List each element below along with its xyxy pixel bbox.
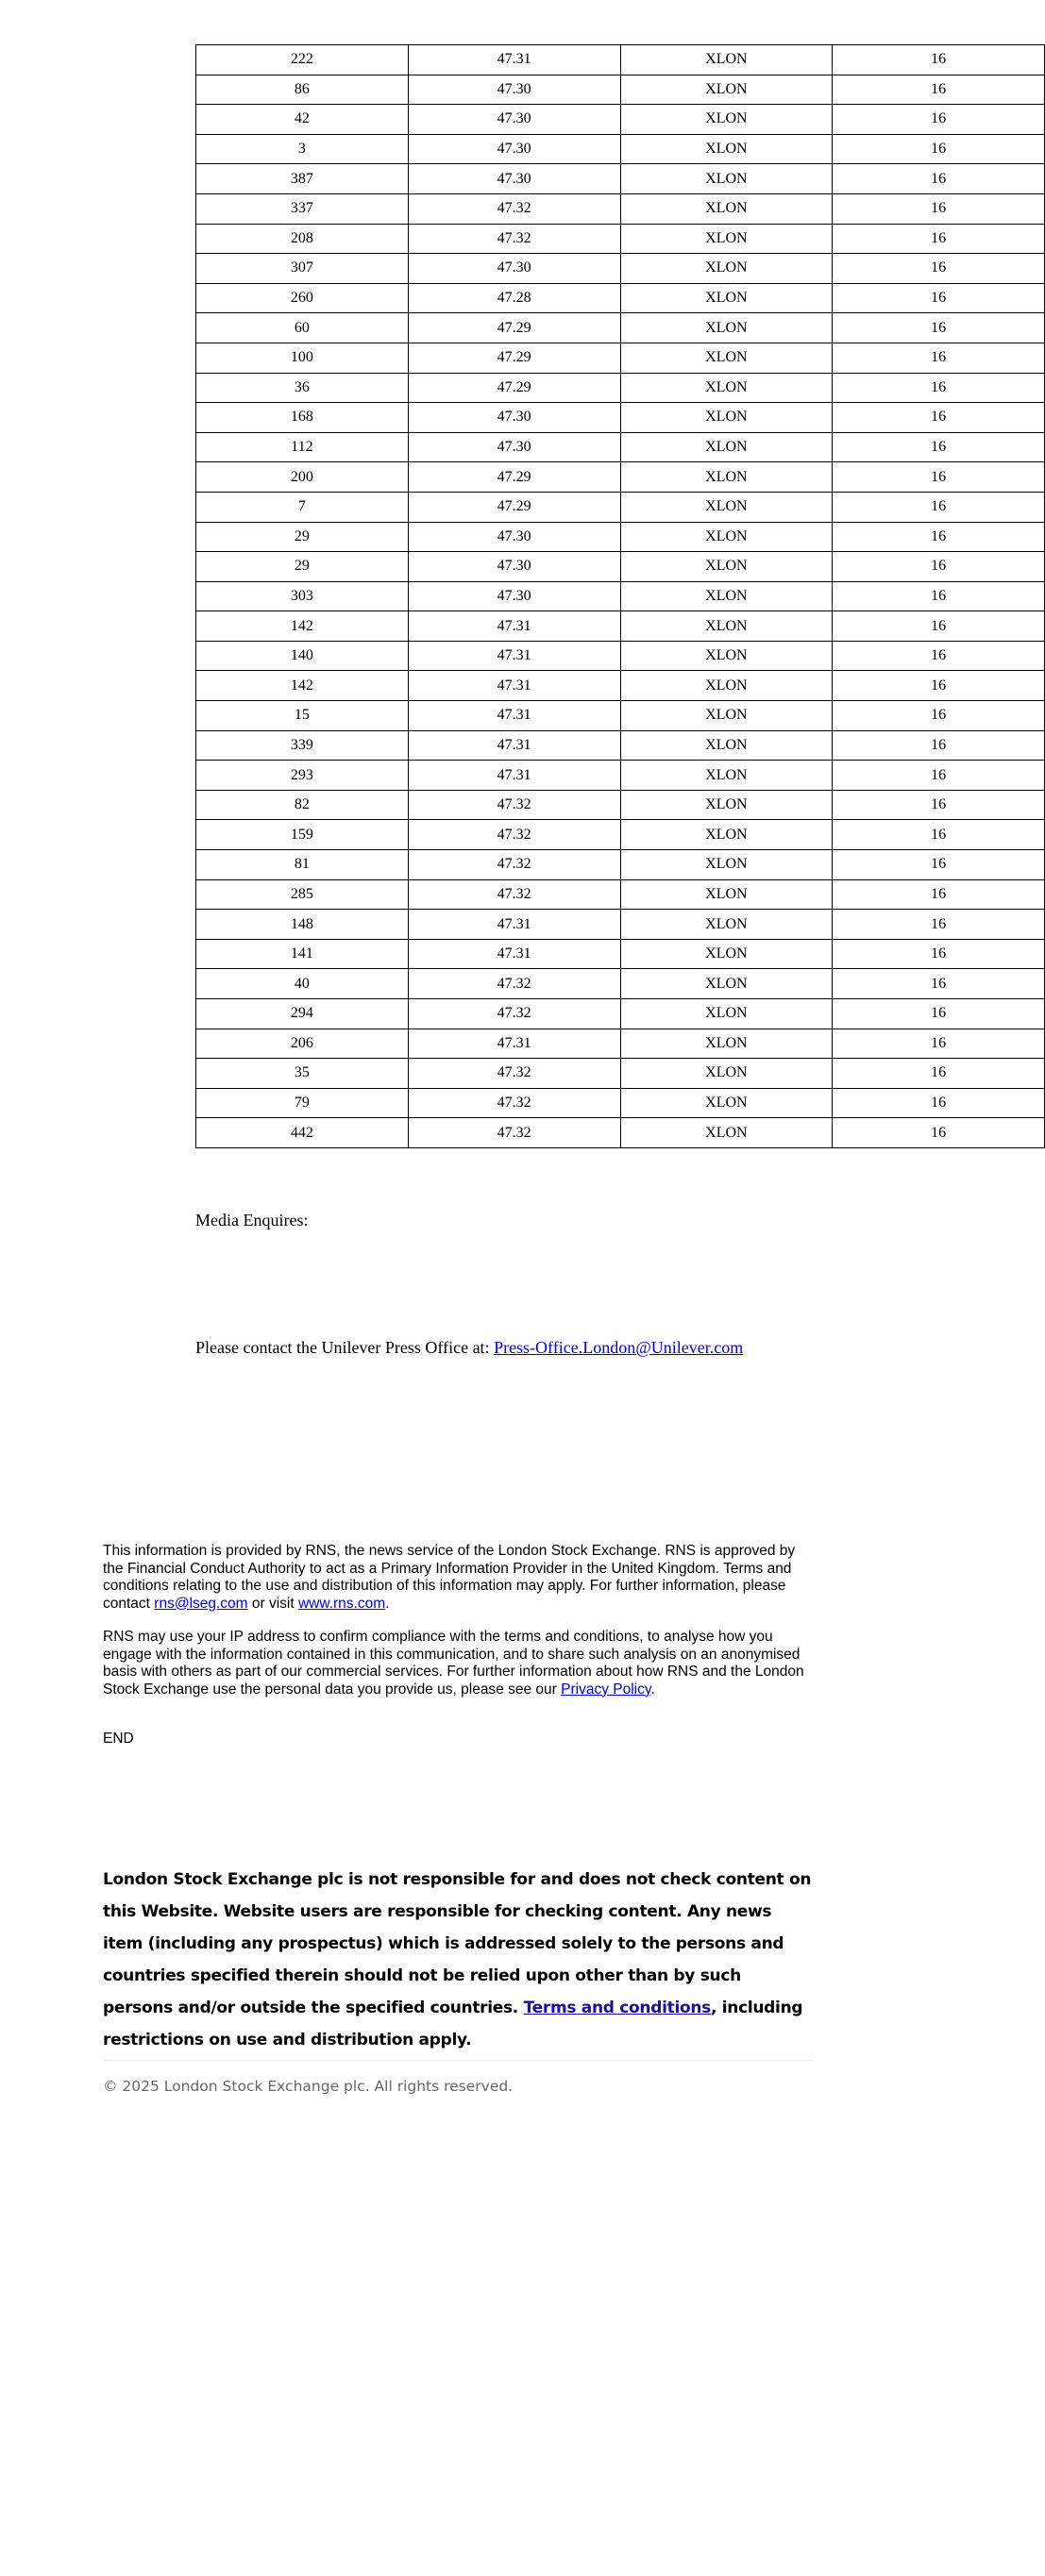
table-cell: 260 bbox=[196, 283, 409, 313]
table-cell: XLON bbox=[620, 999, 833, 1029]
table-cell: 47.31 bbox=[408, 1029, 620, 1059]
table-cell: 16 bbox=[833, 1059, 1045, 1089]
table-cell: 100 bbox=[196, 343, 409, 373]
footer-divider bbox=[103, 2060, 813, 2061]
table-cell: 16 bbox=[833, 1029, 1045, 1059]
table-cell: 47.31 bbox=[408, 701, 620, 731]
table-row bbox=[196, 462, 1045, 493]
table-row bbox=[196, 969, 1045, 999]
table-cell: 16 bbox=[833, 939, 1045, 969]
table-row bbox=[196, 999, 1045, 1029]
table-cell: 47.32 bbox=[408, 879, 620, 910]
table-cell: XLON bbox=[620, 134, 833, 164]
table-cell: XLON bbox=[620, 105, 833, 135]
table-cell: 47.30 bbox=[408, 75, 620, 105]
table-cell: 47.31 bbox=[408, 939, 620, 969]
table-cell: 16 bbox=[833, 75, 1045, 105]
table-row bbox=[196, 75, 1045, 105]
table-row bbox=[196, 761, 1045, 791]
table-row bbox=[196, 1029, 1045, 1059]
table-cell: 47.32 bbox=[408, 1088, 620, 1118]
table-cell: 16 bbox=[833, 910, 1045, 940]
table-cell: XLON bbox=[620, 1118, 833, 1148]
table-cell: 86 bbox=[196, 75, 409, 105]
table-cell: 16 bbox=[833, 581, 1045, 611]
table-cell: XLON bbox=[620, 193, 833, 224]
table-cell: 16 bbox=[833, 313, 1045, 343]
table-cell: 47.31 bbox=[408, 730, 620, 761]
table-cell: 16 bbox=[833, 343, 1045, 373]
table-cell: 47.32 bbox=[408, 193, 620, 224]
table-row bbox=[196, 611, 1045, 642]
table-row bbox=[196, 224, 1045, 254]
table-cell: 47.32 bbox=[408, 969, 620, 999]
table-cell: 47.31 bbox=[408, 671, 620, 701]
table-cell: 16 bbox=[833, 45, 1045, 75]
announcement-end: END bbox=[103, 1731, 134, 1747]
table-row bbox=[196, 254, 1045, 284]
table-row bbox=[196, 105, 1045, 135]
table-cell: 140 bbox=[196, 641, 409, 671]
table-cell: XLON bbox=[620, 969, 833, 999]
table-cell: 47.31 bbox=[408, 761, 620, 791]
table-cell: 337 bbox=[196, 193, 409, 224]
table-cell: XLON bbox=[620, 224, 833, 254]
press-contact-text: Please contact the Unilever Press Office at: bbox=[195, 1338, 495, 1357]
table-cell: 16 bbox=[833, 730, 1045, 761]
table-cell: 168 bbox=[196, 403, 409, 433]
table-cell: 16 bbox=[833, 193, 1045, 224]
table-cell: 16 bbox=[833, 999, 1045, 1029]
table-cell: XLON bbox=[620, 850, 833, 880]
table-cell: XLON bbox=[620, 75, 833, 105]
table-row bbox=[196, 671, 1045, 701]
rns-info-paragraph bbox=[103, 1543, 813, 1613]
table-cell: 222 bbox=[196, 45, 409, 75]
table-row bbox=[196, 820, 1045, 850]
table-cell: XLON bbox=[620, 730, 833, 761]
table-cell: 60 bbox=[196, 313, 409, 343]
table-cell: XLON bbox=[620, 254, 833, 284]
table-cell: 82 bbox=[196, 790, 409, 820]
table-cell: 16 bbox=[833, 254, 1045, 284]
table-cell: 47.30 bbox=[408, 134, 620, 164]
table-cell: 35 bbox=[196, 1059, 409, 1089]
table-cell: XLON bbox=[620, 1029, 833, 1059]
table-row bbox=[196, 492, 1045, 522]
table-row bbox=[196, 1088, 1045, 1118]
table-cell: XLON bbox=[620, 879, 833, 910]
table-cell: 16 bbox=[833, 462, 1045, 493]
rns-email-link[interactable]: rns@lseg.com bbox=[154, 1595, 248, 1612]
table-cell: 16 bbox=[833, 850, 1045, 880]
table-row bbox=[196, 939, 1045, 969]
table-cell: 16 bbox=[833, 671, 1045, 701]
table-cell: 47.32 bbox=[408, 224, 620, 254]
rns-privacy-paragraph bbox=[103, 1629, 813, 1698]
table-cell: 47.29 bbox=[408, 492, 620, 522]
table-cell: 142 bbox=[196, 671, 409, 701]
table-cell: 16 bbox=[833, 1088, 1045, 1118]
table-cell: 208 bbox=[196, 224, 409, 254]
table-cell: 16 bbox=[833, 701, 1045, 731]
table-cell: 16 bbox=[833, 969, 1045, 999]
table-row bbox=[196, 432, 1045, 462]
disclaimer-text: London Stock Exchange plc is not responsible for and does not check content on this Website. Website users are responsible for checking content. Any news item (including any prospectus) which is addressed solely to the persons and countries specified therein should not be relied upon other than by such persons and/or outside the specified countries. bbox=[103, 1870, 812, 2017]
table-cell: XLON bbox=[620, 761, 833, 791]
table-cell: 16 bbox=[833, 403, 1045, 433]
table-cell: 148 bbox=[196, 910, 409, 940]
table-cell: XLON bbox=[620, 492, 833, 522]
table-row bbox=[196, 879, 1045, 910]
press-contact bbox=[195, 1338, 743, 1358]
table-cell: 442 bbox=[196, 1118, 409, 1148]
table-cell: 285 bbox=[196, 879, 409, 910]
table-row bbox=[196, 730, 1045, 761]
table-cell: 29 bbox=[196, 552, 409, 582]
table-cell: XLON bbox=[620, 462, 833, 493]
table-row bbox=[196, 522, 1045, 552]
table-cell: XLON bbox=[620, 552, 833, 582]
table-cell: 159 bbox=[196, 820, 409, 850]
table-cell: 47.31 bbox=[408, 641, 620, 671]
table-cell: 112 bbox=[196, 432, 409, 462]
table-cell: 307 bbox=[196, 254, 409, 284]
rns-info-or-visit: or visit bbox=[247, 1595, 298, 1612]
table-row bbox=[196, 552, 1045, 582]
table-row bbox=[196, 1059, 1045, 1089]
table-cell: XLON bbox=[620, 939, 833, 969]
table-cell: 16 bbox=[833, 492, 1045, 522]
table-row bbox=[196, 164, 1045, 194]
table-cell: 47.32 bbox=[408, 1118, 620, 1148]
table-cell: 47.31 bbox=[408, 910, 620, 940]
table-cell: XLON bbox=[620, 164, 833, 194]
table-cell: 16 bbox=[833, 611, 1045, 642]
table-cell: 47.32 bbox=[408, 820, 620, 850]
table-cell: 16 bbox=[833, 552, 1045, 582]
rns-info-text: This information is provided by RNS, the news service of the London Stock Exchange. RNS is approved by the Financial Conduct Authority to act as a Primary Information Provider in the United Kingdom. Terms and conditions relating to the use and distribution of this information may apply. For further information, please contact bbox=[103, 1543, 796, 1612]
table-cell: 16 bbox=[833, 164, 1045, 194]
table-row bbox=[196, 850, 1045, 880]
table-cell: 42 bbox=[196, 105, 409, 135]
table-cell: XLON bbox=[620, 343, 833, 373]
table-cell: 16 bbox=[833, 879, 1045, 910]
table-cell: 47.31 bbox=[408, 611, 620, 642]
table-cell: 47.32 bbox=[408, 999, 620, 1029]
table-cell: 16 bbox=[833, 432, 1045, 462]
table-cell: 16 bbox=[833, 641, 1045, 671]
table-cell: 47.29 bbox=[408, 462, 620, 493]
table-cell: XLON bbox=[620, 373, 833, 403]
table-cell: 47.30 bbox=[408, 552, 620, 582]
table-row bbox=[196, 45, 1045, 75]
table-cell: 36 bbox=[196, 373, 409, 403]
table-cell: 200 bbox=[196, 462, 409, 493]
table-cell: 47.32 bbox=[408, 1059, 620, 1089]
table-cell: XLON bbox=[620, 701, 833, 731]
table-row bbox=[196, 283, 1045, 313]
table-cell: 47.29 bbox=[408, 313, 620, 343]
table-cell: 16 bbox=[833, 522, 1045, 552]
media-enquiries-heading: Media Enquires: bbox=[195, 1211, 309, 1229]
table-row bbox=[196, 403, 1045, 433]
table-cell: XLON bbox=[620, 581, 833, 611]
terms-and-conditions-link[interactable]: Terms and conditions bbox=[523, 1999, 711, 2017]
table-cell: 81 bbox=[196, 850, 409, 880]
table-cell: 15 bbox=[196, 701, 409, 731]
table-cell: 40 bbox=[196, 969, 409, 999]
table-cell: XLON bbox=[620, 790, 833, 820]
table-cell: 16 bbox=[833, 761, 1045, 791]
table-cell: 387 bbox=[196, 164, 409, 194]
table-cell: 47.30 bbox=[408, 522, 620, 552]
table-cell: 16 bbox=[833, 1118, 1045, 1148]
table-cell: 47.32 bbox=[408, 850, 620, 880]
table-cell: 47.32 bbox=[408, 790, 620, 820]
table-cell: 16 bbox=[833, 283, 1045, 313]
table-row bbox=[196, 581, 1045, 611]
table-row bbox=[196, 373, 1045, 403]
rns-info-period: . bbox=[385, 1595, 390, 1612]
table-cell: XLON bbox=[620, 1059, 833, 1089]
table-cell: 47.29 bbox=[408, 343, 620, 373]
table-cell: XLON bbox=[620, 522, 833, 552]
press-office-email-link[interactable]: Press-Office.London@Unilever.com bbox=[494, 1338, 744, 1357]
table-cell: XLON bbox=[620, 910, 833, 940]
privacy-policy-link[interactable]: Privacy Policy bbox=[561, 1681, 651, 1698]
table-cell: 16 bbox=[833, 134, 1045, 164]
table-cell: XLON bbox=[620, 820, 833, 850]
table-cell: 339 bbox=[196, 730, 409, 761]
table-row bbox=[196, 313, 1045, 343]
table-cell: 16 bbox=[833, 105, 1045, 135]
table-cell: XLON bbox=[620, 45, 833, 75]
table-row bbox=[196, 1118, 1045, 1148]
table-row bbox=[196, 910, 1045, 940]
table-cell: 7 bbox=[196, 492, 409, 522]
table-cell: XLON bbox=[620, 1088, 833, 1118]
rns-website-link[interactable]: www.rns.com bbox=[297, 1595, 386, 1612]
table-cell: 29 bbox=[196, 522, 409, 552]
table-cell: 47.31 bbox=[408, 45, 620, 75]
table-row bbox=[196, 701, 1045, 731]
table-cell: XLON bbox=[620, 283, 833, 313]
trades-table-container bbox=[195, 44, 947, 1148]
table-cell: XLON bbox=[620, 641, 833, 671]
rns-privacy-text: RNS may use your IP address to confirm compliance with the terms and conditions, to analyse how you engage with the information contained in this communication, and to share such analysis on an anonymised basis with others as part of our commercial services. For further information about how RNS and the London Stock Exchange use the personal data you provide us, please see our bbox=[103, 1629, 804, 1698]
table-cell: 141 bbox=[196, 939, 409, 969]
table-row bbox=[196, 193, 1045, 224]
lse-disclaimer bbox=[103, 1864, 813, 2056]
table-cell: 79 bbox=[196, 1088, 409, 1118]
table-cell: 47.30 bbox=[408, 432, 620, 462]
table-cell: 47.30 bbox=[408, 403, 620, 433]
table-cell: 206 bbox=[196, 1029, 409, 1059]
disclaimer-end-text: , including restrictions on use and distribution apply. bbox=[103, 1999, 803, 2049]
table-cell: 16 bbox=[833, 373, 1045, 403]
table-cell: XLON bbox=[620, 432, 833, 462]
trades-table-body bbox=[196, 45, 1045, 1148]
table-row bbox=[196, 641, 1045, 671]
table-row bbox=[196, 343, 1045, 373]
table-cell: 16 bbox=[833, 820, 1045, 850]
rns-privacy-period: . bbox=[650, 1681, 655, 1698]
table-cell: 294 bbox=[196, 999, 409, 1029]
table-cell: 3 bbox=[196, 134, 409, 164]
table-row bbox=[196, 790, 1045, 820]
table-cell: 47.30 bbox=[408, 164, 620, 194]
table-row bbox=[196, 134, 1045, 164]
table-cell: 142 bbox=[196, 611, 409, 642]
table-cell: 47.28 bbox=[408, 283, 620, 313]
copyright-notice: © 2025 London Stock Exchange plc. All rights reserved. bbox=[103, 2078, 514, 2095]
table-cell: 16 bbox=[833, 790, 1045, 820]
table-cell: 47.29 bbox=[408, 373, 620, 403]
table-cell: 47.30 bbox=[408, 581, 620, 611]
table-cell: XLON bbox=[620, 671, 833, 701]
table-cell: 16 bbox=[833, 224, 1045, 254]
table-cell: XLON bbox=[620, 403, 833, 433]
table-cell: 47.30 bbox=[408, 254, 620, 284]
trades-table bbox=[195, 44, 1045, 1148]
table-cell: XLON bbox=[620, 611, 833, 642]
table-cell: 293 bbox=[196, 761, 409, 791]
table-cell: XLON bbox=[620, 313, 833, 343]
table-cell: 303 bbox=[196, 581, 409, 611]
table-cell: 47.30 bbox=[408, 105, 620, 135]
